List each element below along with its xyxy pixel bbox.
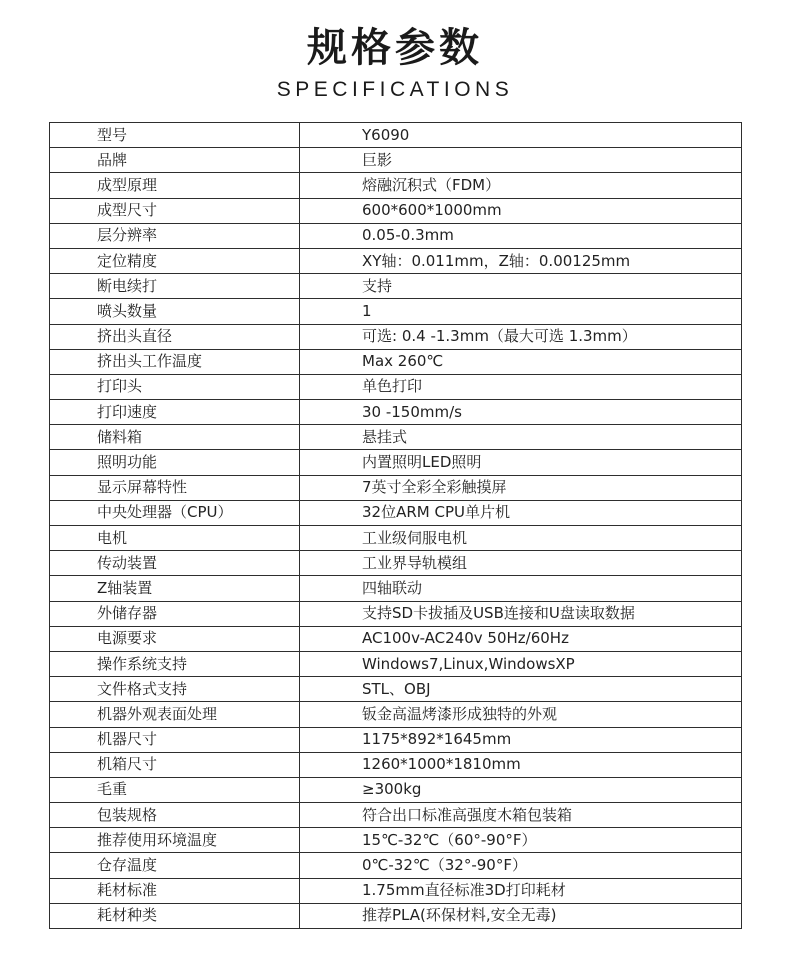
spec-label: 外储存器 bbox=[50, 601, 300, 626]
spec-value: 支持 bbox=[300, 274, 742, 299]
spec-value: 支持SD卡拔插及USB连接和U盘读取数据 bbox=[300, 601, 742, 626]
spec-label: 机箱尺寸 bbox=[50, 752, 300, 777]
spec-label: 文件格式支持 bbox=[50, 677, 300, 702]
spec-row bbox=[50, 777, 742, 802]
spec-label: 耗材标准 bbox=[50, 878, 300, 903]
spec-label: 储料箱 bbox=[50, 425, 300, 450]
spec-row bbox=[50, 601, 742, 626]
spec-label: 包装规格 bbox=[50, 803, 300, 828]
spec-row bbox=[50, 274, 742, 299]
spec-label: 电源要求 bbox=[50, 626, 300, 651]
spec-label: 机器尺寸 bbox=[50, 727, 300, 752]
spec-value: 符合出口标准高强度木箱包装箱 bbox=[300, 803, 742, 828]
spec-row bbox=[50, 223, 742, 248]
spec-value: 推荐PLA(环保材料,安全无毒) bbox=[300, 903, 742, 928]
spec-row bbox=[50, 702, 742, 727]
spec-value: 1 bbox=[300, 299, 742, 324]
spec-label: 定位精度 bbox=[50, 248, 300, 273]
spec-label: 成型尺寸 bbox=[50, 198, 300, 223]
spec-row bbox=[50, 551, 742, 576]
spec-value: 巨影 bbox=[300, 148, 742, 173]
spec-row bbox=[50, 828, 742, 853]
spec-row bbox=[50, 727, 742, 752]
spec-value: 工业界导轨模组 bbox=[300, 551, 742, 576]
spec-row bbox=[50, 626, 742, 651]
spec-value: 内置照明LED照明 bbox=[300, 450, 742, 475]
spec-label: 传动装置 bbox=[50, 551, 300, 576]
spec-row bbox=[50, 173, 742, 198]
spec-row bbox=[50, 903, 742, 928]
spec-value: 15℃-32℃（60°-90°F） bbox=[300, 828, 742, 853]
spec-row bbox=[50, 349, 742, 374]
spec-label: 喷头数量 bbox=[50, 299, 300, 324]
spec-value: Max 260℃ bbox=[300, 349, 742, 374]
spec-label: 照明功能 bbox=[50, 450, 300, 475]
spec-row bbox=[50, 475, 742, 500]
spec-row bbox=[50, 752, 742, 777]
spec-value: 悬挂式 bbox=[300, 425, 742, 450]
spec-value: 工业级伺服电机 bbox=[300, 526, 742, 551]
spec-row bbox=[50, 198, 742, 223]
spec-label: 毛重 bbox=[50, 777, 300, 802]
page-title: 规格参数 bbox=[307, 25, 483, 71]
spec-label: 成型原理 bbox=[50, 173, 300, 198]
spec-value: 可选: 0.4 -1.3mm（最大可选 1.3mm） bbox=[300, 324, 742, 349]
spec-label: 电机 bbox=[50, 526, 300, 551]
spec-value: 0℃-32℃（32°-90°F） bbox=[300, 853, 742, 878]
spec-value: 1175*892*1645mm bbox=[300, 727, 742, 752]
spec-row bbox=[50, 803, 742, 828]
spec-label: 机器外观表面处理 bbox=[50, 702, 300, 727]
spec-row bbox=[50, 425, 742, 450]
spec-label: 层分辨率 bbox=[50, 223, 300, 248]
spec-row bbox=[50, 500, 742, 525]
spec-value: STL、OBJ bbox=[300, 677, 742, 702]
spec-value: 7英寸全彩全彩触摸屏 bbox=[300, 475, 742, 500]
spec-row bbox=[50, 148, 742, 173]
spec-row bbox=[50, 878, 742, 903]
spec-label: 中央处理器（CPU） bbox=[50, 500, 300, 525]
page-subtitle: SPECIFICATIONS bbox=[276, 78, 514, 101]
spec-row bbox=[50, 651, 742, 676]
spec-row bbox=[50, 299, 742, 324]
spec-value: 30 -150mm/s bbox=[300, 400, 742, 425]
spec-row bbox=[50, 576, 742, 601]
spec-label: 断电续打 bbox=[50, 274, 300, 299]
spec-row bbox=[50, 400, 742, 425]
spec-label: 挤出头工作温度 bbox=[50, 349, 300, 374]
spec-row bbox=[50, 324, 742, 349]
spec-value: 0.05-0.3mm bbox=[300, 223, 742, 248]
spec-row bbox=[50, 123, 742, 148]
spec-value: 单色打印 bbox=[300, 374, 742, 399]
spec-row bbox=[50, 450, 742, 475]
spec-label: Z轴装置 bbox=[50, 576, 300, 601]
spec-value: 熔融沉积式（FDM） bbox=[300, 173, 742, 198]
spec-label: 推荐使用环境温度 bbox=[50, 828, 300, 853]
spec-row bbox=[50, 853, 742, 878]
spec-row bbox=[50, 677, 742, 702]
specifications-table bbox=[49, 122, 742, 929]
specifications-table-body bbox=[50, 123, 742, 929]
spec-label: 操作系统支持 bbox=[50, 651, 300, 676]
spec-label: 挤出头直径 bbox=[50, 324, 300, 349]
spec-label: 耗材种类 bbox=[50, 903, 300, 928]
spec-label: 打印头 bbox=[50, 374, 300, 399]
spec-label: 型号 bbox=[50, 123, 300, 148]
spec-label: 仓存温度 bbox=[50, 853, 300, 878]
spec-value: Windows7,Linux,WindowsXP bbox=[300, 651, 742, 676]
spec-value: 1.75mm直径标准3D打印耗材 bbox=[300, 878, 742, 903]
spec-label: 品牌 bbox=[50, 148, 300, 173]
spec-value: 1260*1000*1810mm bbox=[300, 752, 742, 777]
spec-value: Y6090 bbox=[300, 123, 742, 148]
spec-value: 钣金高温烤漆形成独特的外观 bbox=[300, 702, 742, 727]
spec-label: 打印速度 bbox=[50, 400, 300, 425]
spec-value: ≥300kg bbox=[300, 777, 742, 802]
spec-label: 显示屏幕特性 bbox=[50, 475, 300, 500]
spec-value: 600*600*1000mm bbox=[300, 198, 742, 223]
spec-value: 四轴联动 bbox=[300, 576, 742, 601]
spec-row bbox=[50, 526, 742, 551]
spec-value: XY轴：0.011mm，Z轴：0.00125mm bbox=[300, 248, 742, 273]
spec-value: AC100v-AC240v 50Hz/60Hz bbox=[300, 626, 742, 651]
spec-value: 32位ARM CPU单片机 bbox=[300, 500, 742, 525]
spec-row bbox=[50, 374, 742, 399]
spec-row bbox=[50, 248, 742, 273]
